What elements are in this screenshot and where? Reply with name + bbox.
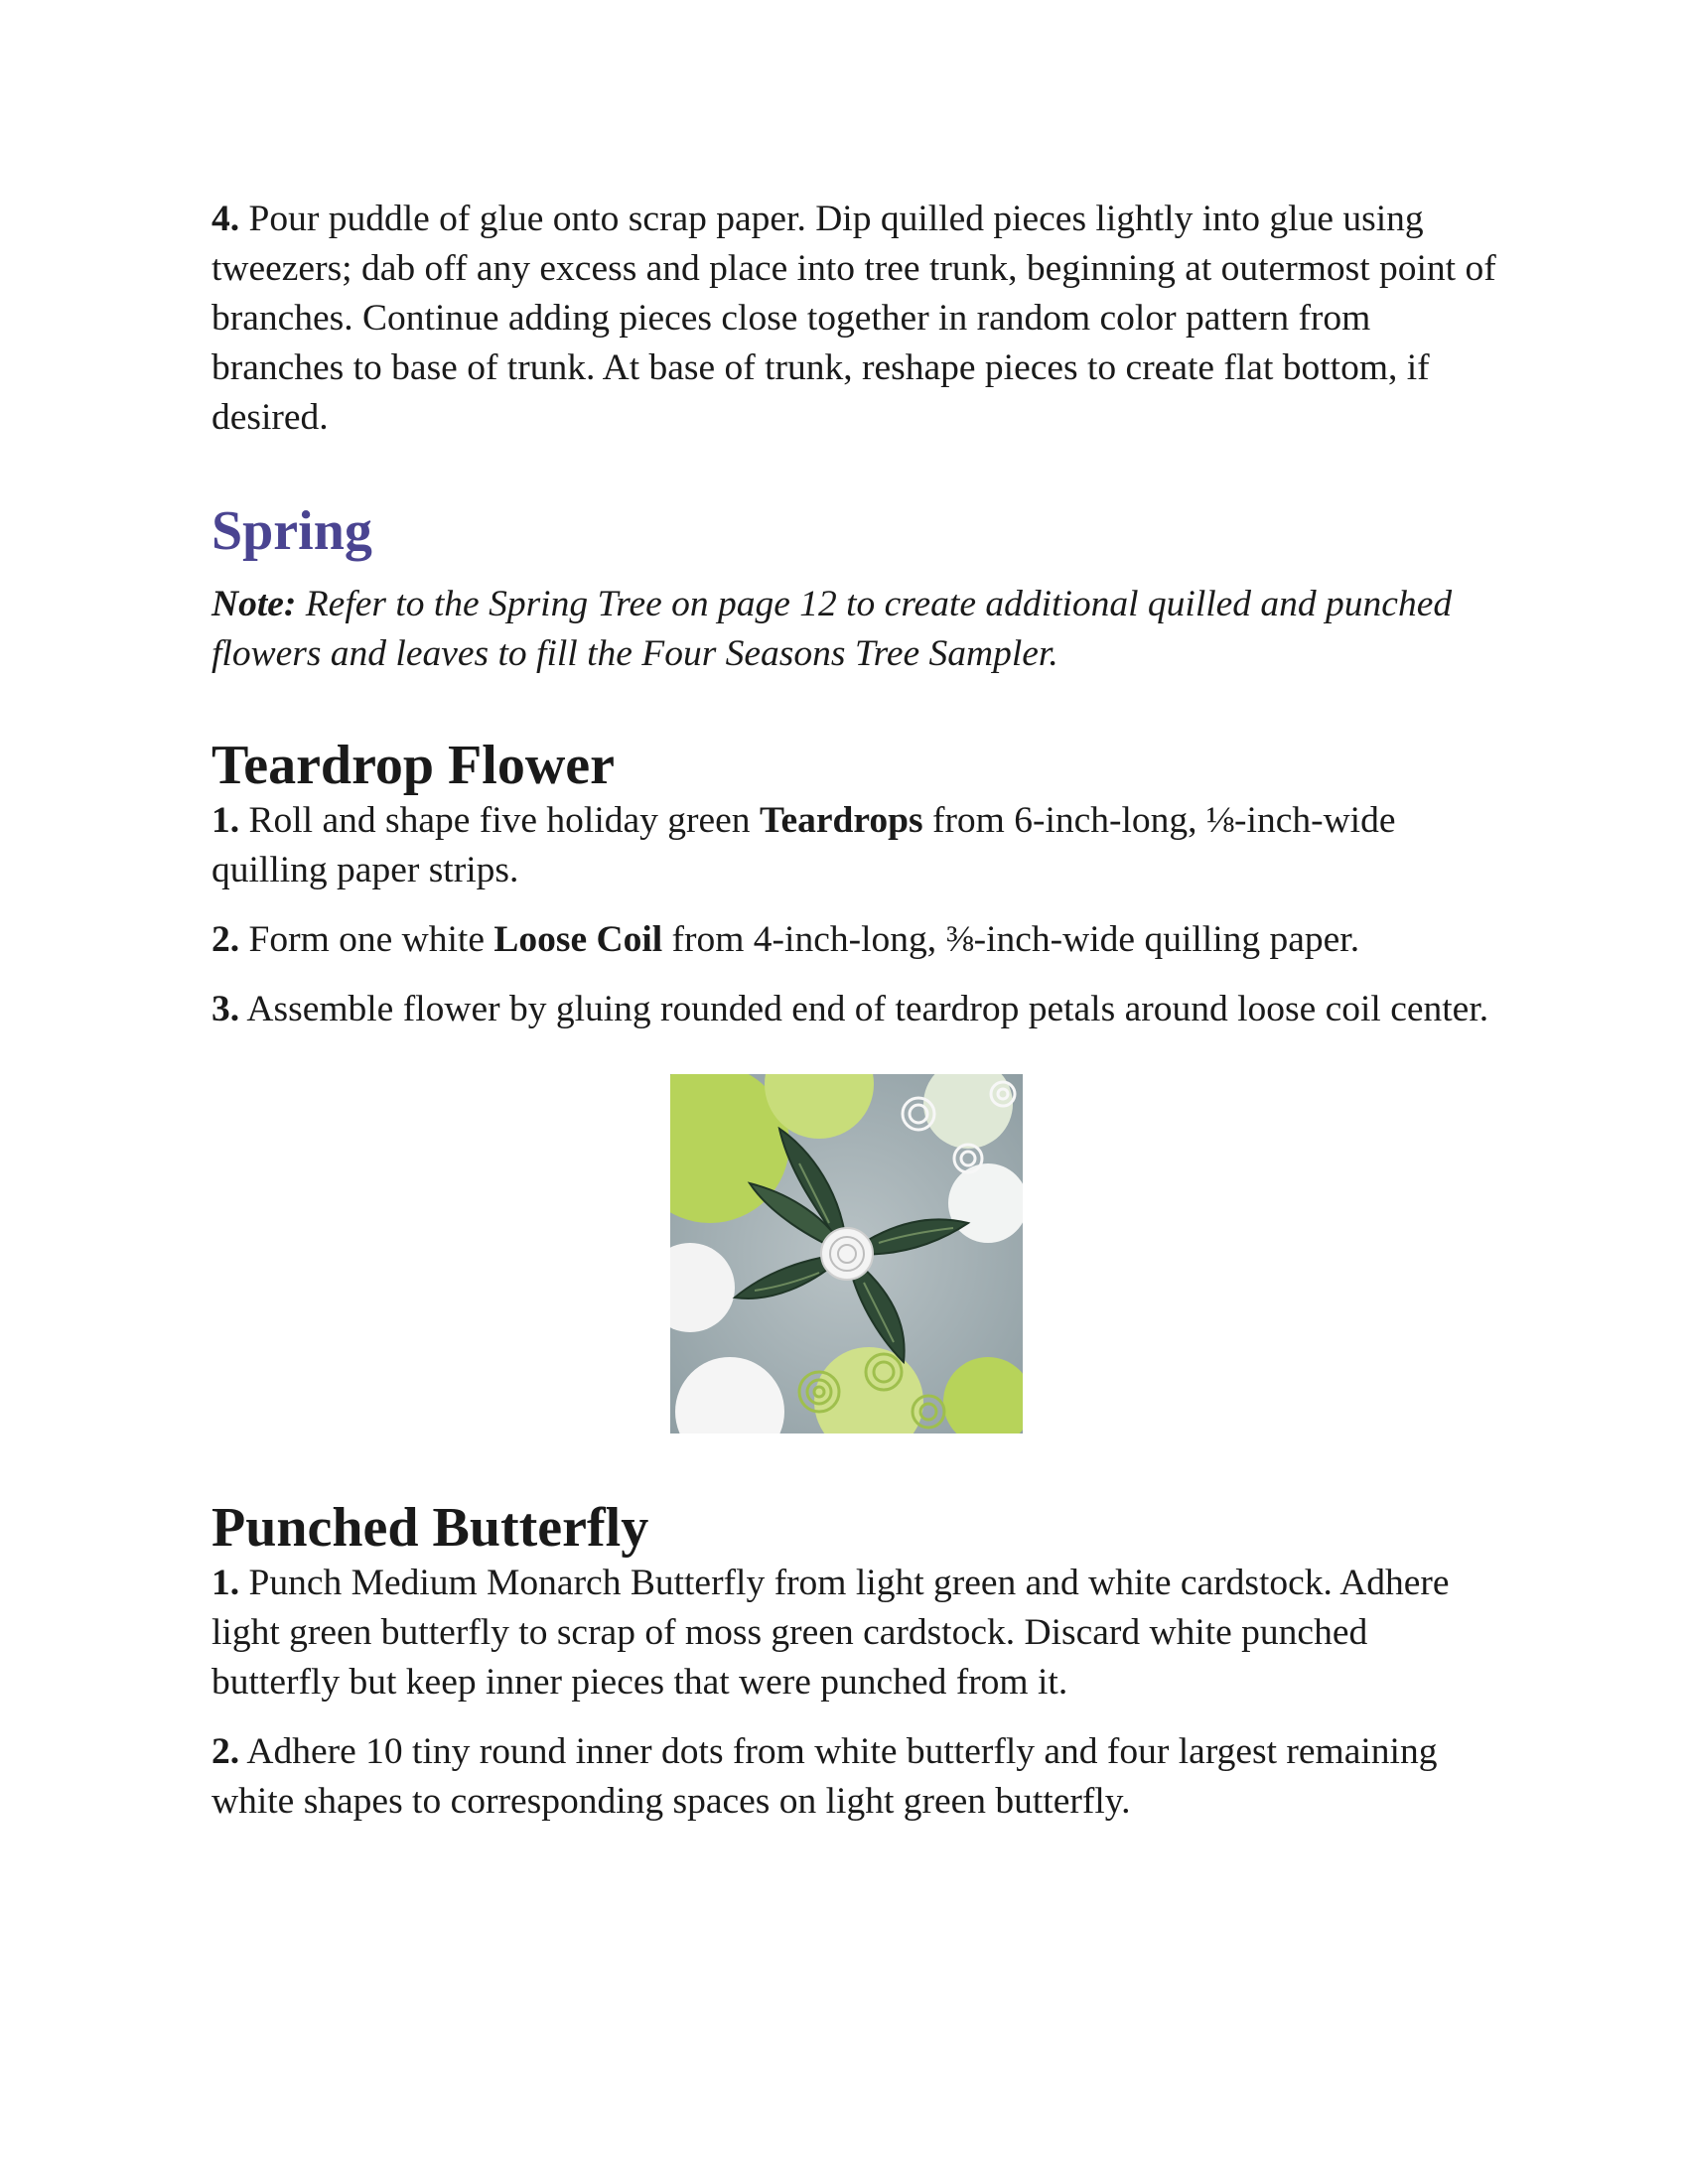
teardrop-step-2 <box>211 915 1502 965</box>
step-text: Adhere 10 tiny round inner dots from white butterfly and four largest remaining white shapes to corresponding spaces on light green butterfly. <box>211 1731 1438 1822</box>
teardrop-step-1 <box>211 796 1502 895</box>
note-label: Note: <box>211 584 297 624</box>
step-number: 4. <box>211 199 240 239</box>
butterfly-step-2 <box>211 1727 1502 1827</box>
heading-punched-butterfly: Punched Butterfly <box>211 1497 649 1559</box>
step-text: Form one white <box>239 919 494 960</box>
step-text: Punch Medium Monarch Butterfly from light green and white cardstock. Adhere light green butterfly to scrap of moss green cardstock. Discard white punched butterfly but keep inner pieces that were punched from it. <box>211 1563 1450 1703</box>
loose-coil-center <box>821 1228 873 1280</box>
step-number: 2. <box>211 919 240 960</box>
step-text: Roll and shape five holiday green <box>239 800 760 841</box>
note-paragraph <box>211 580 1502 679</box>
step-number: 1. <box>211 800 240 841</box>
term-teardrops: Teardrops <box>759 800 923 841</box>
step-number: 2. <box>211 1731 240 1772</box>
butterfly-step-1 <box>211 1559 1502 1707</box>
heading-teardrop-flower: Teardrop Flower <box>211 735 615 796</box>
term-loose-coil: Loose Coil <box>493 919 663 960</box>
quilled-flower-illustration <box>670 1074 1023 1433</box>
step-text: Pour puddle of glue onto scrap paper. Dip quilled pieces lightly into glue using tweezers; dab off any excess and place into tree trunk, beginning at outermost point of branches. Continue adding pieces close together in random color pattern from branches to base of trunk. At base of trunk, reshape pieces to create flat bottom, if desired. <box>211 199 1496 438</box>
step-text: from 4-inch-long, ⅜-inch-wide quilling paper. <box>662 919 1360 960</box>
document-page <box>211 195 1502 1827</box>
note-text: Refer to the Spring Tree on page 12 to create additional quilled and punched flowers and leaves to fill the Four Seasons Tree Sampler. <box>211 584 1453 674</box>
teardrop-flower-photo <box>670 1074 1023 1433</box>
teardrop-step-3 <box>211 985 1502 1034</box>
section-title-spring: Spring <box>211 500 372 562</box>
step-number: 1. <box>211 1563 240 1603</box>
step-number: 3. <box>211 989 240 1029</box>
step-4-paragraph <box>211 195 1502 443</box>
step-text: from 6-inch-long, ⅛-inch-wide quilling paper strips. <box>211 800 1396 890</box>
step-text: Assemble flower by gluing rounded end of teardrop petals around loose coil center. <box>239 989 1489 1029</box>
